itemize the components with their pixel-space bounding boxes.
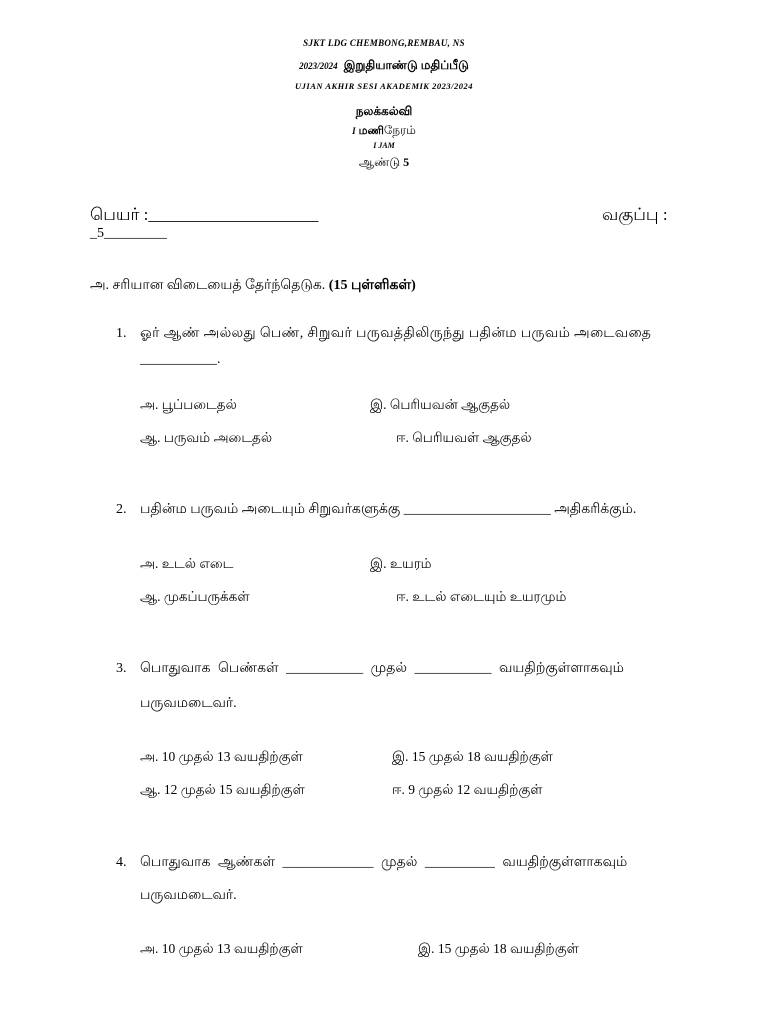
question-number: 3.: [116, 661, 127, 676]
exam-title-text: இறுதியாண்டு மதிப்பீடு: [343, 58, 469, 72]
option-a[interactable]: அ. 10 முதல் 13 வயதிற்குள்: [140, 941, 303, 956]
option-i[interactable]: இ. 15 முதல் 18 வயதிற்குள்: [392, 749, 553, 764]
exam-duration: [0, 123, 768, 139]
exam-year: 2023/2024: [299, 61, 338, 71]
duration-malay: I JAM: [373, 141, 395, 150]
question-number: 4.: [116, 855, 127, 870]
option-aa[interactable]: ஆ. முகப்பருக்கள்: [140, 589, 250, 604]
section-heading: [90, 278, 416, 295]
option-i[interactable]: இ. உயரம்: [370, 556, 432, 571]
year-label: ஆண்டு: [358, 155, 401, 169]
duration-word: நேரம்: [383, 123, 416, 137]
question-text-line2: பருவமடைவர்.: [140, 888, 237, 903]
name-field[interactable]: பெயர் :____________________: [90, 205, 319, 224]
option-a[interactable]: அ. 10 முதல் 13 வயதிற்குள்: [140, 749, 303, 764]
question-number: 1.: [116, 326, 127, 341]
question-text: பொதுவாக ஆண்கள் _____________ முதல் __________ வயதிற்குள்ளாகவும்: [140, 855, 628, 870]
option-aa[interactable]: ஆ. 12 முதல் 15 வயதிற்குள்: [140, 782, 305, 797]
exam-title-malay: UJIAN AKHIR SESI AKADEMIK 2023/2024: [295, 81, 473, 91]
option-ii[interactable]: ஈ. உடல் எடையும் உயரமும்: [396, 589, 567, 604]
duration-unit: மணி: [358, 125, 384, 137]
year-level: [0, 155, 768, 171]
option-i[interactable]: இ. பெரியவன் ஆகுதல்: [370, 397, 511, 412]
section-marks: (15: [328, 278, 348, 293]
class-field[interactable]: _5_________: [90, 226, 167, 241]
question-text-line2: பருவமடைவர்.: [140, 696, 237, 711]
section-marks-word: புள்ளிகள்): [350, 278, 416, 293]
question-text-line2: ___________.: [140, 352, 221, 367]
option-ii[interactable]: ஈ. பெரியவள் ஆகுதல்: [396, 430, 532, 445]
duration-number: I: [352, 126, 356, 136]
year-value: 5: [403, 155, 410, 169]
question-number: 2.: [116, 502, 127, 517]
question-text: ஓர் ஆண் அல்லது பெண், சிறுவர் பருவத்திலிருந்து பதின்ம பருவம் அடைவதை: [140, 326, 652, 341]
school-name: SJKT LDG CHEMBONG,REMBAU, NS: [303, 38, 465, 48]
exam-title: [0, 58, 768, 74]
section-instruction: அ. சரியான விடையைத் தேர்ந்தெடுக.: [90, 278, 326, 293]
option-i[interactable]: இ. 15 முதல் 18 வயதிற்குள்: [418, 941, 579, 956]
subject-title: நலக்கல்வி: [355, 104, 413, 118]
option-a[interactable]: அ. உடல் எடை: [140, 556, 234, 571]
question-text: பொதுவாக பெண்கள் ___________ முதல் ___________ வயதிற்குள்ளாகவும்: [140, 661, 624, 676]
class-label: வகுப்பு :: [602, 205, 668, 224]
option-ii[interactable]: ஈ. 9 முதல் 12 வயதிற்குள்: [392, 782, 543, 797]
question-text: பதின்ம பருவம் அடையும் சிறுவர்களுக்கு _____________________ அதிகரிக்கும்.: [140, 502, 637, 517]
option-a[interactable]: அ. பூப்படைதல்: [140, 397, 237, 412]
option-aa[interactable]: ஆ. பருவம் அடைதல்: [140, 430, 273, 445]
